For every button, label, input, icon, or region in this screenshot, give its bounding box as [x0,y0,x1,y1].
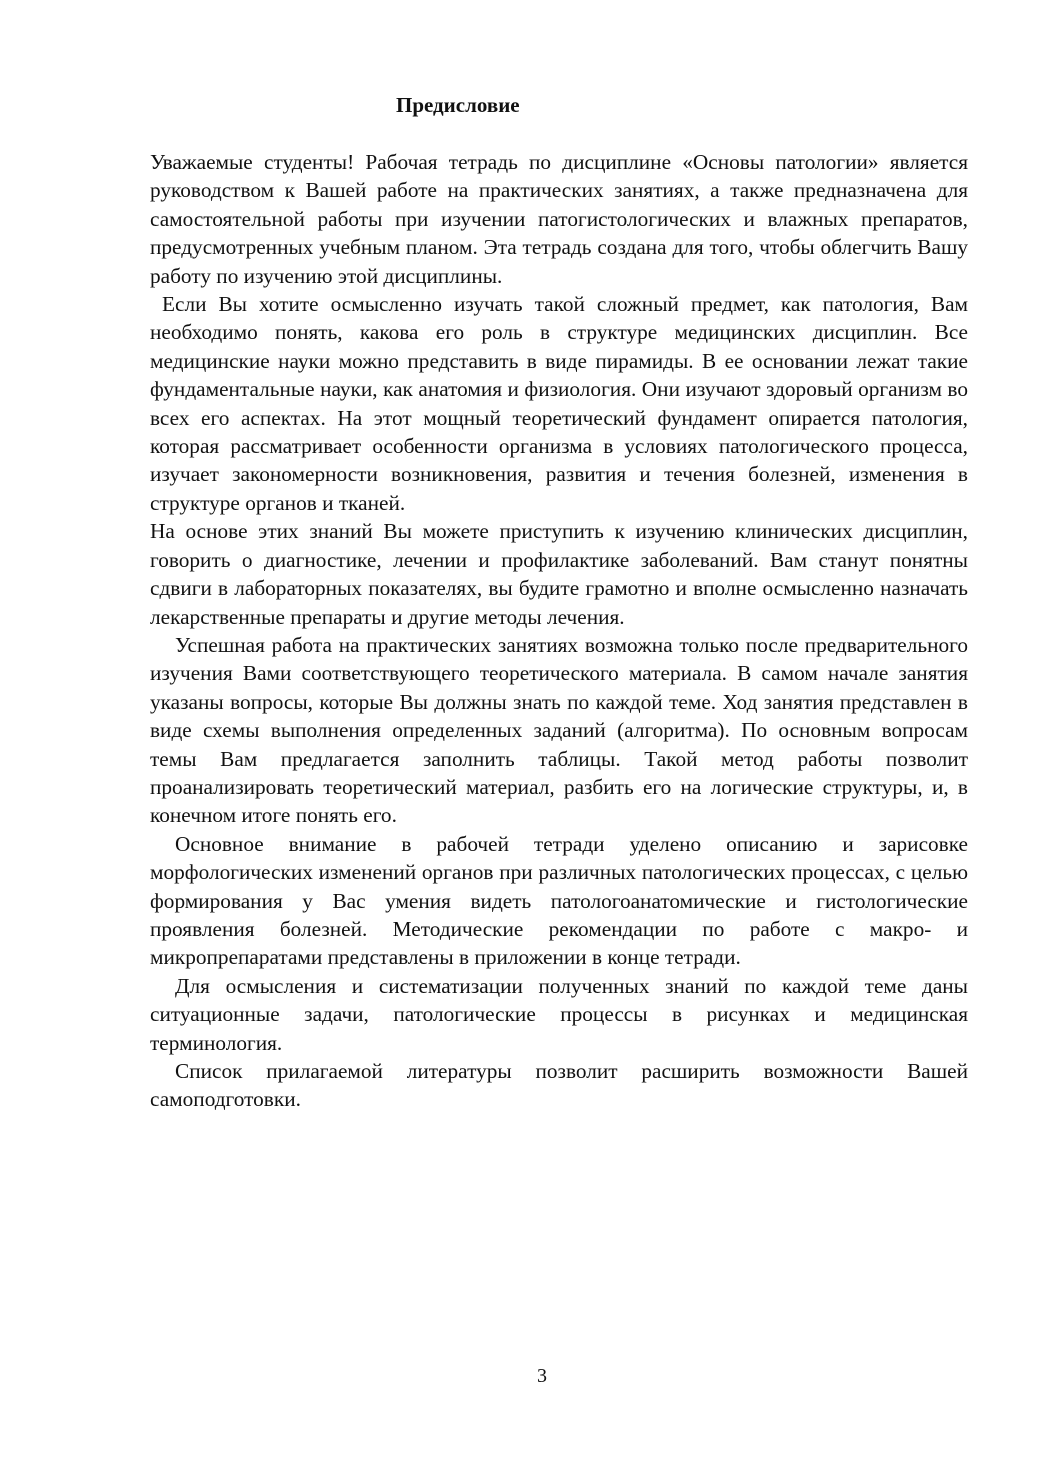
paragraph-systematization: Для осмысления и систематизации полученных знаний по каждой теме даны ситуационные задачи, патологические процессы в рисунках и медицинская терминология. [150,973,968,1055]
page-number: 3 [537,1365,547,1387]
paragraph-morphology: Основное внимание в рабочей тетради уделено описанию и зарисовке морфологических изменений органов при различных патологических процессах, с целью формирования у Вас умения видеть патологоанатомические и гистологические проявления болезней. Методические рекомендации по работе с макро- и микропрепаратами представлены в приложении в конце тетради. [150,831,968,970]
page-title: Предисловие [396,93,520,117]
paragraph-intro: Уважаемые студенты! Рабочая тетрадь по дисциплине «Основы патологии» является руководством к Вашей работе на практических занятиях, а также предназначена для самостоятельной работы при изучении патогистологических и влажных препаратов, предусмотренных учебным планом. Эта тетрадь создана для того, чтобы облегчить Вашу работу по изучению этой дисциплины. [150,150,968,288]
paragraph-pathology-role: Если Вы хотите осмысленно изучать такой сложный предмет, как патология, Вам необходимо понять, какова его роль в структуре медицинских дисциплин. Все медицинские науки можно представить в виде пирамиды. В ее основании лежат такие фундаментальные науки, как анатомия и физиология. Они изучают здоровый организм во всех его аспектах. На этот мощный теоретический фундамент опирается патология, которая рассматривает особенности организма в условиях патологического процесса, изучает закономерности возникновения, развития и течения болезней, изменения в структуре органов и тканей. [150,292,968,515]
paragraph-practical-work: Успешная работа на практических занятиях возможна только после предварительного изучения Вами соответствующего теоретического материала. В самом начале занятия указаны вопросы, которые Вы должны знать по каждой теме. Ход занятия представлен в виде схемы выполнения определенных заданий (алгоритма). По основным вопросам темы Вам предлагается заполнить таблицы. Такой метод работы позволит проанализировать теоретический материал, разбить его на логические структуры, и, в конечном итоге понять его. [150,632,968,828]
document-body [150,148,968,1114]
paragraph-literature: Список прилагаемой литературы позволит расширить возможности Вашей самоподготовки. [150,1059,968,1112]
paragraph-clinical-disciplines: На основе этих знаний Вы можете приступить к изучению клинических дисциплин, говорить о диагностике, лечении и профилактике заболеваний. Вам станут понятны сдвиги в лабораторных показателях, вы будите грамотно и вполне осмысленно назначать лекарственные препараты и другие методы лечения. [150,519,968,629]
